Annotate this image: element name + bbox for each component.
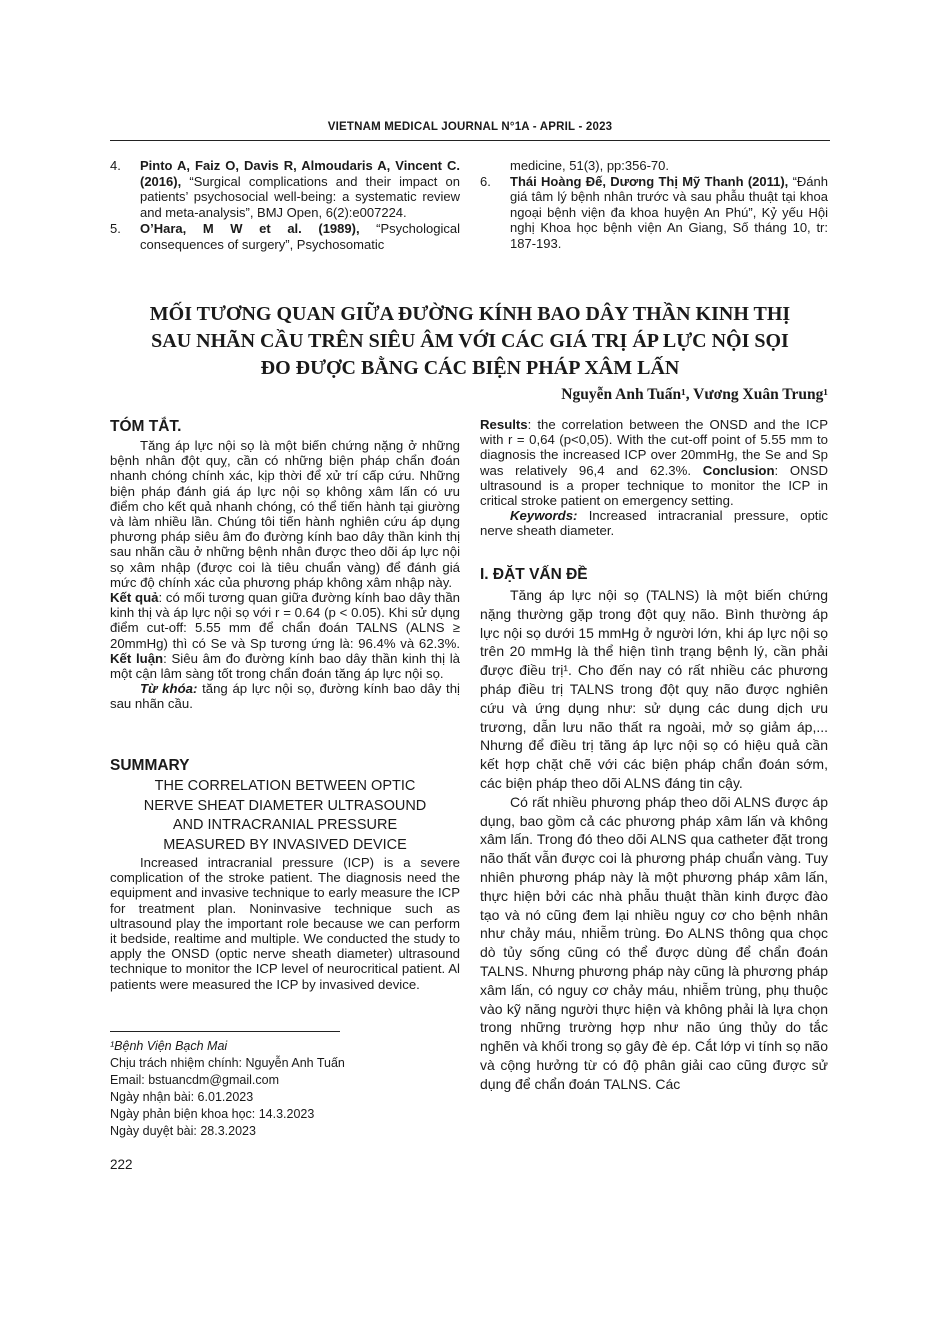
article-title	[110, 301, 830, 382]
reference-number: 5.	[110, 221, 121, 236]
summary-results	[480, 417, 828, 508]
reference-authors: Thái Hoàng Đế, Dương Thị Mỹ Thanh (2011),	[510, 173, 789, 189]
keywords-label: Từ khóa:	[140, 681, 198, 697]
header-rule	[110, 140, 830, 141]
intro-paragraph: Tăng áp lực nội sọ (TALNS) là một biến chứng nặng thường gặp trong đột quỵ não. Bình thường áp lực nội sọ dưới 15 mmHg ở người lớn, khi áp lực nội sọ trên 20 mmHg là thể hiện tình trạng bệnh lý, cần phải được điều trị¹. Cho đến nay có rất nhiều các phương pháp điều trị TALNS trong đột quỵ não được nghiên cứu và ứng dụng như: sử dụng các dung dịch ưu trương, dẫn lưu não thất ra ngoài, mở sọ giảm áp,... Nhưng để điều trị tăng áp lực nội sọ có hiệu quả cần kết hợp chặt chẽ với các biện pháp chẩn đoán sớm, các biện pháp theo dõi ALNS đáng tin cậy.	[480, 587, 828, 791]
summary-paragraph: Increased intracranial pressure (ICP) is a severe complication of the stroke patient. The diagnosis need the equipment and invasive technique to early measure the ICP for treatment plan. Noninvasive technique such as ultrasound play the important role because we can perform it bedside, realtime and multiple. We conducted the study to apply the ONSD (optic nerve sheath diameter) ultrasound technique to monitor the ICP level of neurocritical patient. Al patients were measured the ICP by invasived device.	[110, 855, 460, 992]
footnote-received: Ngày nhận bài: 6.01.2023	[110, 1090, 254, 1104]
section-heading: I. ĐẶT VẤN ĐỀ	[480, 566, 588, 583]
results-text-en: : the correlation between the ONSD and the ICP with r = 0,64 (p<0,05). With the cut-off point of 5.55 mm to diagnosis the increased ICP over 20mmHg, the Se and Sp was relatively 96,4 and 62.3%.	[480, 417, 828, 478]
author-line: Nguyễn Anh Tuấn¹, Vương Xuân Trung¹	[561, 386, 828, 403]
abstract-results	[110, 590, 460, 681]
footnote-corresponding: Chịu trách nhiệm chính: Nguyễn Anh Tuấn	[110, 1056, 345, 1070]
title-line: MỐI TƯƠNG QUAN GIỮA ĐƯỜNG KÍNH BAO DÂY THẦN KINH THỊ	[149, 303, 791, 325]
reference-number: 4.	[110, 158, 121, 173]
keywords-text-en: Increased intracranial pressure, optic nerve sheath diameter.	[480, 508, 828, 539]
summary-title-line: MEASURED BY INVASIVED DEVICE	[163, 836, 407, 853]
conclusion-label-en: Conclusion	[702, 462, 775, 478]
title-line: SAU NHÃN CẦU TRÊN SIÊU ÂM VỚI CÁC GIÁ TRỊ ÁP LỰC NỘI SỌI	[151, 330, 789, 352]
reference-item	[480, 158, 828, 174]
references-left	[110, 158, 460, 252]
reference-text: “Psychological consequences of surgery”, Psychosomatic	[140, 221, 460, 252]
summary-title-line: AND INTRACRANIAL PRESSURE	[172, 817, 398, 833]
keywords-text: tăng áp lực nội sọ, đường kính bao dây thị sau nhãn cầu.	[110, 681, 460, 712]
conclusion-label: Kết luận	[110, 650, 164, 666]
results-label-en: Results	[480, 417, 528, 432]
introduction-section	[480, 566, 828, 1094]
footnote-affiliation: ¹Bệnh Viện Bạch Mai	[110, 1039, 228, 1053]
conclusion-text-en: : ONSD ultrasound is a proper technique to monitor the ICP in critical stroke patient on emergency setting.	[480, 462, 828, 509]
reference-authors: O’Hara, M W et al. (1989),	[140, 221, 360, 236]
summary-continued	[480, 417, 828, 539]
references-right	[480, 158, 828, 251]
abstract-keywords	[110, 681, 460, 711]
footnote-email: Email: bstuancdm@gmail.com	[110, 1073, 279, 1087]
reference-number: 6.	[480, 173, 491, 189]
summary-title-line: THE CORRELATION BETWEEN OPTIC	[154, 778, 416, 794]
summary-keywords	[480, 508, 828, 538]
reference-item	[480, 174, 828, 252]
results-text: : có mối tương quan giữa đường kính bao dây thần kinh thị và áp lực nội sọ với r = 0.64 (p < 0.05). Khi sử dụng điểm cut-off: 5.55 mm để chẩn đoán TALNS (ALNS ≥ 20mmHg) thì có Se và Sp tương ứng là: 96.4% và 62.3%.	[110, 590, 461, 651]
footnote-accepted: Ngày duyệt bài: 28.3.2023	[110, 1124, 256, 1138]
reference-authors: Pinto A, Faiz O, Davis R, Almoudaris A, Vincent C. (2016),	[140, 158, 460, 189]
running-header: VIETNAM MEDICAL JOURNAL N°1A - APRIL - 2023	[327, 121, 613, 133]
intro-paragraph: Có rất nhiều phương pháp theo dõi ALNS được áp dụng, bao gồm cả các phương pháp xâm lấn và không xâm lấn. Trong đó theo dõi ALNS qua catheter đặt trong não thất vẫn được coi là phương pháp chuẩn vàng. Tuy nhiên phương pháp này là một phương pháp xâm lấn, thực hiện bởi các nhà phẫu thuật thần kinh được đào tạo và nó cũng đem lại nhiều nguy cơ cho bệnh nhân như chảy máu, nhiễm trùng. Đo ALNS thông qua chọc dò tủy sống cũng có thể được dùng để chẩn đoán TALNS. Nhưng phương pháp này cũng là phương pháp xâm lấn, có nguy cơ chảy máu, nhiễm trùng, phụ thuộc vào kỹ năng người thực hiện và không phải là lựa chọn trong những trường hợp như não úng thủy do tắc nghẽn và khối trong sọ gây đè ép. Cắt lớp vi tính sọ não và cộng hưởng từ có độ phân giải cao cũng được sử dụng để chẩn đoán TALNS. Các	[480, 793, 828, 1092]
summary-title	[110, 777, 460, 855]
results-label: Kết quả	[110, 590, 159, 606]
abstract-vietnamese	[110, 418, 460, 712]
keywords-label-en: Keywords:	[510, 508, 578, 524]
page-number: 222	[110, 1157, 133, 1172]
conclusion-text: : Siêu âm đo đường kính bao dây thần kinh thị là một cận lâm sàng tốt trong chẩn đoán tăng áp lực nội sọ.	[110, 650, 460, 682]
footnotes	[110, 1038, 345, 1140]
reference-text: medicine, 51(3), pp:356-70.	[510, 158, 669, 173]
footnote-reviewed: Ngày phản biện khoa học: 14.3.2023	[110, 1107, 315, 1121]
abstract-paragraph: Tăng áp lực nội sọ là một biến chứng nặng ở những bệnh nhân đột quỵ, cần có những biện pháp chẩn đoán nhanh chóng chính xác, kịp thời để xử trí cấp cứu. Những biện pháp đánh giá áp lực nội sọ không xâm lấn có ưu điểm cho kết quả nhanh chóng, có thể tiến hành tại giường và làm nhiều lần. Chúng tôi tiến hành nghiên cứu áp dụng phương pháp siêu âm đo đường kính bao dây thần kinh thị sau nhãn cầu ở những bệnh nhân được theo dõi áp lực nội sọ xâm nhập (được coi là tiêu chuẩn vàng) để đánh giá mức độ chính xác của phương pháp không xâm nhập này.	[110, 438, 460, 590]
abstract-heading: TÓM TẮT.	[110, 418, 182, 435]
reference-text: “Surgical complications and their impact on patients’ psychosocial well-being: a systematic review and meta-analysis”, BMJ Open, 6(2):e007224.	[140, 173, 460, 220]
reference-text: “Đánh giá tâm lý bệnh nhân trước và sau phẫu thuật tại khoa ngoại bệnh viện đa khoa huyện An Phú”, Kỷ yếu Hội nghị Khoa học bệnh viện An Giang, Số tháng 10, tr: 187-193.	[510, 173, 828, 251]
reference-item	[110, 158, 460, 220]
footnote-rule	[110, 1031, 340, 1032]
abstract-english	[110, 757, 460, 992]
title-line: ĐO ĐƯỢC BẰNG CÁC BIỆN PHÁP XÂM LẤN	[260, 357, 680, 379]
summary-heading: SUMMARY	[110, 757, 190, 774]
summary-title-line: NERVE SHEAT DIAMETER ULTRASOUND	[143, 797, 427, 814]
reference-item	[110, 221, 460, 252]
